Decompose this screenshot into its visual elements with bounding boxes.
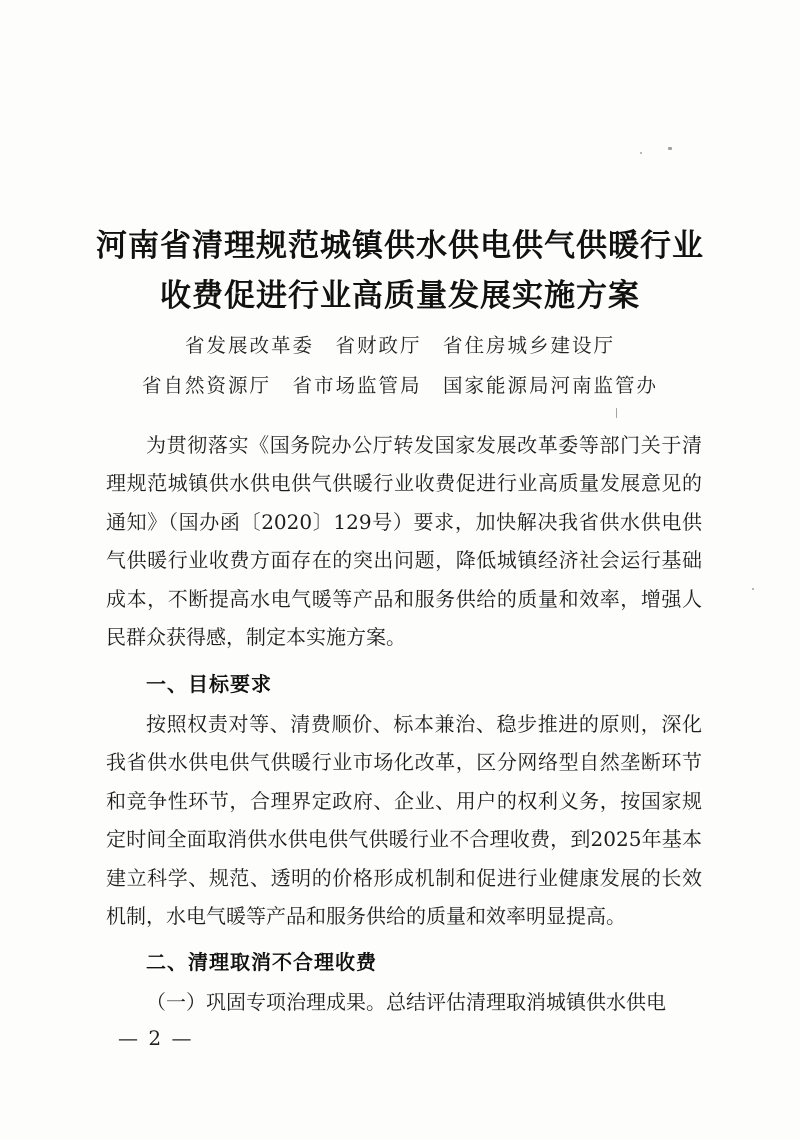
- section-2-subsection-1: （一）巩固专项治理成果。总结评估清理取消城镇供水供电: [146, 990, 666, 1014]
- scan-speck: [640, 152, 642, 154]
- issuers-line-1: 省发展改革委 省财政厅 省住房城乡建设厅: [184, 334, 615, 357]
- document-title-line-1: 河南省清理规范城镇供水供电供气供暖行业: [96, 228, 704, 264]
- section-2-heading: 二、清理取消不合理收费: [146, 950, 377, 974]
- scan-speck: [616, 408, 617, 418]
- intro-paragraph: 为贯彻落实《国务院办公厅转发国家发展改革委等部门关于清理规范城镇供水供电供气供暖行业收费促进行业高质量发展意见的通知》（国办函〔2020〕129号）要求，加快解决我省供水供电供气供暖行业收费方面存在的突出问题，降低城镇经济社会运行基础成本，不断提高水电气暖等产品和服务供给的质量和效率，增强人民群众获得感，制定本实施方案。: [106, 433, 702, 650]
- page-number: — 2 —: [118, 1026, 194, 1050]
- scan-speck: [668, 147, 672, 150]
- section-1-paragraph: 按照权责对等、清费顺价、标本兼治、稳步推进的原则，深化我省供水供电供气供暖行业市场化改革，区分网络型自然垄断环节和竞争性环节，合理界定政府、企业、用户的权利义务，按国家规定时间全面取消供水供电供气供暖行业不合理收费，到2025年基本建立科学、规范、透明的价格形成机制和促进行业健康发展的长效机制，水电气暖等产品和服务供给的质量和效率明显提高。: [106, 712, 702, 929]
- section-1-heading: 一、目标要求: [146, 672, 272, 696]
- scan-speck: [752, 588, 754, 590]
- issuers-line-2: 省自然资源厅 省市场监管局 国家能源局河南监管办: [141, 374, 658, 397]
- document-title-line-2: 收费促进行业高质量发展实施方案: [160, 278, 640, 314]
